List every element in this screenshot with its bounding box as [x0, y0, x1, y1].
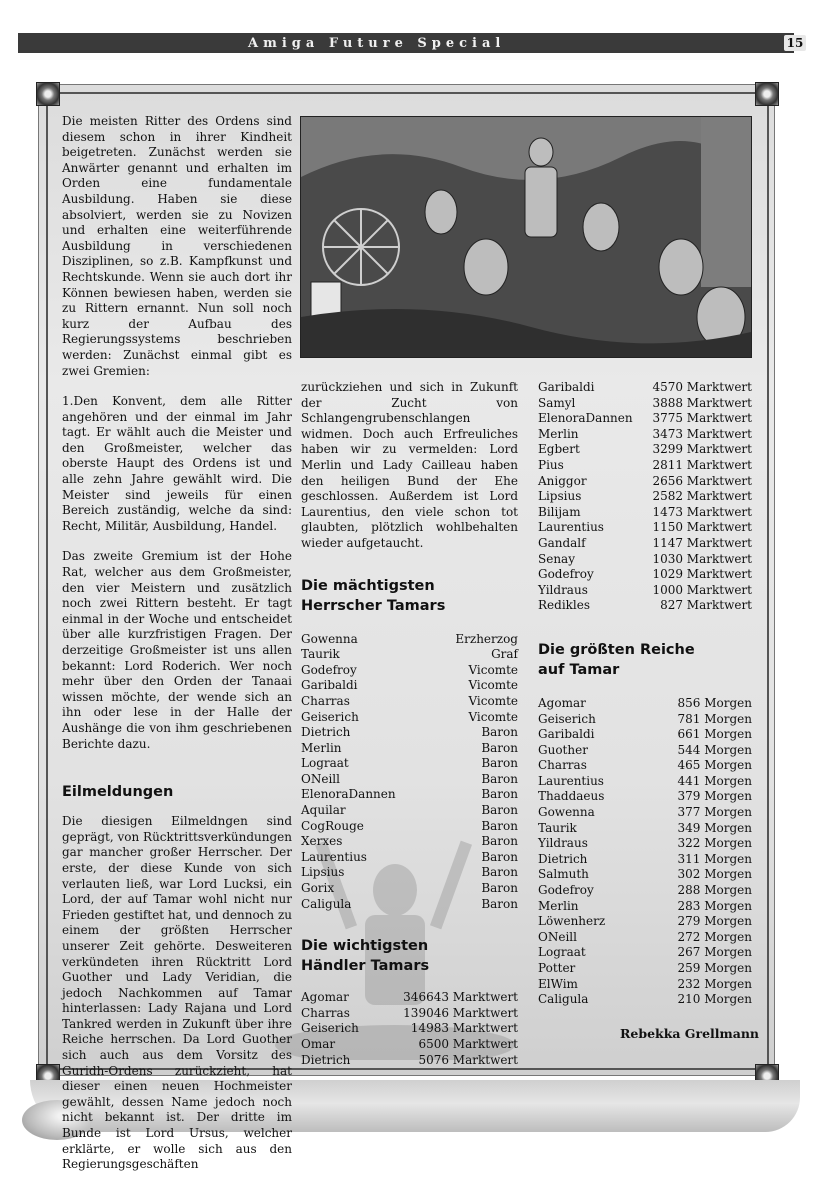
row-name: Merlin [538, 898, 579, 913]
table-row [538, 505, 752, 521]
row-value: Baron [481, 896, 518, 911]
table-row [301, 803, 518, 819]
row-name: Potter [538, 961, 576, 975]
rulers-table [301, 632, 518, 913]
table-row [538, 552, 752, 568]
row-name: Dietrich [301, 725, 351, 740]
table-row [301, 865, 518, 881]
row-value: 232 Morgen [677, 976, 752, 991]
table-row [301, 678, 518, 694]
table-row [538, 396, 752, 412]
row-name: Godefroy [538, 567, 594, 582]
row-name: Gowenna [301, 631, 358, 646]
row-value: Vicomte [468, 693, 518, 708]
row-name: Godefroy [301, 662, 357, 677]
table-row [538, 442, 752, 458]
row-value: 5076 Marktwert [418, 1052, 518, 1067]
author-name: Rebekka Grellmann [620, 1026, 760, 1041]
row-name: Thaddaeus [538, 789, 605, 804]
row-name: Gowenna [538, 805, 595, 820]
row-name: ElenoraDannen [301, 787, 396, 802]
row-name: Laurentius [538, 773, 604, 788]
row-name: Xerxes [301, 834, 343, 849]
row-value: 6500 Marktwert [418, 1037, 518, 1051]
table-row [301, 787, 518, 803]
table-row [538, 945, 752, 961]
page-number: 15 [784, 35, 806, 51]
row-name: Gorix [301, 881, 335, 896]
heading-line: Herrscher Tamars [301, 597, 446, 614]
row-name: Dietrich [301, 1052, 351, 1067]
row-name: Laurentius [301, 849, 367, 864]
table-row [538, 474, 752, 490]
table-row [538, 727, 752, 743]
row-name: Merlin [538, 426, 579, 441]
row-name: ElWim [538, 976, 578, 991]
row-value: Baron [481, 740, 518, 755]
table-row [538, 930, 752, 946]
row-value: Baron [481, 725, 518, 740]
row-value: 856 Morgen [677, 695, 752, 710]
table-row [301, 1021, 518, 1037]
row-name: Geiserich [301, 709, 359, 724]
table-row [538, 774, 752, 790]
row-name: Lipsius [538, 489, 582, 504]
row-name: Garibaldi [538, 380, 595, 394]
body-paragraph: Die meisten Ritter des Ordens sind diesem schon in ihrer Kindheit beigetreten. Zunächst werden sie Anwärter genannt und erhalten im Orden eine fundamentale Ausbildung. Haben sie diese absolviert, werden sie zu Novizen und erhalten eine weiterführende Ausbildung in verschiedenen Disziplinen, so z.B. Kampfkunst und Rechtskunde. Wenn sie auch dort ihr Können bewiesen haben, werden sie zu Rittern ernannt. Nun soll noch kurz der Aufbau des Regierungssystems beschrieben werden: Zunächst einmal gibt es zwei Gremien: [62, 114, 292, 378]
table-row [538, 961, 752, 977]
row-value: 1473 Marktwert [652, 504, 752, 519]
row-name: Agomar [538, 695, 586, 710]
row-value: 2811 Marktwert [652, 457, 752, 472]
row-name: Caligula [301, 896, 352, 911]
row-value: 2582 Marktwert [652, 489, 752, 504]
row-name: Yildraus [538, 836, 588, 851]
table-row [538, 696, 752, 712]
table-row [301, 881, 518, 897]
row-value: 781 Morgen [677, 711, 752, 726]
row-value: 661 Morgen [677, 727, 752, 742]
row-value: 267 Morgen [677, 945, 752, 960]
row-value: 379 Morgen [677, 789, 752, 804]
page-header-bar [18, 33, 804, 53]
row-value: 288 Morgen [677, 883, 752, 898]
table-row [301, 663, 518, 679]
row-value: 1147 Marktwert [652, 535, 752, 550]
battle-illustration [300, 116, 752, 358]
table-row [538, 914, 752, 930]
text-column-middle [301, 380, 518, 1068]
table-row [538, 598, 752, 614]
row-name: Dietrich [538, 851, 588, 866]
table-row [538, 883, 752, 899]
table-row [301, 647, 518, 663]
row-value: 3473 Marktwert [652, 426, 752, 441]
row-name: Geiserich [301, 1021, 359, 1036]
table-row [301, 1037, 518, 1053]
table-row [538, 567, 752, 583]
row-name: Lipsius [301, 865, 345, 880]
row-name: Agomar [301, 990, 349, 1005]
table-row [538, 977, 752, 993]
text-column-right [538, 380, 752, 1008]
row-value: Baron [481, 818, 518, 833]
table-row [301, 990, 518, 1006]
row-value: 210 Morgen [677, 992, 752, 1007]
table-row [301, 694, 518, 710]
row-value: Vicomte [468, 709, 518, 724]
row-value: Baron [481, 849, 518, 864]
table-row [301, 850, 518, 866]
row-name: Geiserich [538, 711, 596, 726]
row-name: Lograat [301, 756, 349, 771]
text-column-left [62, 114, 292, 1173]
table-row [301, 632, 518, 648]
row-value: 272 Morgen [677, 929, 752, 944]
section-heading [301, 936, 518, 976]
table-row [301, 897, 518, 913]
row-name: Godefroy [538, 883, 594, 898]
table-row [538, 743, 752, 759]
row-name: Senay [538, 551, 575, 566]
row-name: Aniggor [538, 473, 587, 488]
row-value: Baron [481, 787, 518, 802]
table-row [301, 772, 518, 788]
row-name: Taurik [301, 647, 340, 662]
row-name: Merlin [301, 740, 342, 755]
row-value: 139046 Marktwert [403, 1005, 518, 1020]
section-heading [301, 576, 518, 616]
row-value: Baron [481, 881, 518, 896]
row-name: Pius [538, 457, 564, 472]
row-value: 283 Morgen [677, 898, 752, 913]
row-value: 4570 Marktwert [652, 380, 752, 394]
body-paragraph: 1.Den Konvent, dem alle Ritter angehören und der einmal im Jahr tagt. Er wählt auch die Meister und den Großmeister, welcher das oberste Haupt des Ordens ist und alle zehn Jahre gewählt wird. Die Meister sind jeweils für einen Bereich zuständig, welche da sind: Recht, Militär, Ausbildung, Handel. [62, 394, 292, 533]
row-value: Vicomte [468, 662, 518, 677]
heading-line: auf Tamar [538, 661, 620, 678]
row-value: 465 Morgen [677, 758, 752, 773]
table-row [301, 1053, 518, 1069]
row-value: 311 Morgen [677, 851, 752, 866]
row-value: Graf [491, 647, 518, 662]
row-name: Charras [301, 1005, 350, 1020]
table-row [538, 489, 752, 505]
table-row [538, 758, 752, 774]
row-value: Baron [481, 803, 518, 818]
table-row [301, 725, 518, 741]
table-row [538, 789, 752, 805]
row-value: Baron [481, 771, 518, 786]
row-value: Baron [481, 834, 518, 849]
row-value: 1000 Marktwert [652, 582, 752, 597]
row-name: CogRouge [301, 818, 364, 833]
table-row [538, 899, 752, 915]
row-name: Redikles [538, 598, 591, 613]
row-value: 14983 Marktwert [410, 1021, 518, 1036]
row-value: 1029 Marktwert [652, 567, 752, 582]
row-value: 346643 Marktwert [403, 990, 518, 1005]
traders-table [538, 380, 752, 614]
table-row [301, 819, 518, 835]
row-name: ONeill [538, 929, 577, 944]
table-row [538, 805, 752, 821]
heading-line: Die mächtigsten [301, 577, 435, 594]
row-value: Vicomte [468, 678, 518, 693]
realms-table [538, 696, 752, 1008]
row-name: Omar [301, 1037, 336, 1051]
row-name: Aquilar [301, 803, 346, 818]
row-name: ONeill [301, 771, 340, 786]
row-name: Löwenherz [538, 914, 606, 929]
row-value: 3775 Marktwert [652, 411, 752, 426]
table-row [538, 867, 752, 883]
row-value: 1150 Marktwert [652, 520, 752, 535]
row-name: Taurik [538, 820, 577, 835]
section-heading: Eilmeldungen [62, 784, 174, 801]
row-value: 349 Morgen [677, 820, 752, 835]
row-value: 322 Morgen [677, 836, 752, 851]
table-row [538, 852, 752, 868]
row-value: Erzherzog [455, 631, 518, 646]
row-name: Caligula [538, 992, 589, 1007]
table-row [538, 411, 752, 427]
row-name: Guother [538, 742, 588, 757]
row-value: 441 Morgen [677, 773, 752, 788]
row-value: Baron [481, 756, 518, 771]
traders-table [301, 990, 518, 1068]
row-value: 1030 Marktwert [652, 551, 752, 566]
table-row [301, 710, 518, 726]
corner-ornament-icon [755, 82, 779, 106]
row-value: 3888 Marktwert [652, 395, 752, 410]
row-name: Lograat [538, 945, 586, 960]
table-row [538, 992, 752, 1008]
body-paragraph: Das zweite Gremium ist der Hohe Rat, welcher aus dem Großmeister, den vier Meistern und zusätzlich noch zwei Rittern besteht. Er tagt einmal in der Woche und entscheidet über alle kurzfristigen Fragen. Der derzeitige Großmeister ist uns allen bekannt: Lord Roderich. Wer noch mehr über den Orden der Tanaai wissen möchte, der wende sich an ihn oder lese in der Halle der Aushänge die von ihm geschriebenen Berichte dazu. [62, 549, 292, 751]
row-name: Samyl [538, 395, 576, 410]
row-value: 279 Morgen [677, 914, 752, 929]
row-name: Charras [301, 693, 350, 708]
table-row [301, 1006, 518, 1022]
section-heading [538, 640, 752, 680]
row-value: 827 Marktwert [660, 598, 752, 613]
row-value: 377 Morgen [677, 805, 752, 820]
heading-line: Die wichtigsten [301, 938, 429, 955]
row-name: Yildraus [538, 582, 588, 597]
table-row [301, 834, 518, 850]
row-name: ElenoraDannen [538, 411, 633, 426]
row-name: Egbert [538, 442, 580, 457]
table-row [538, 836, 752, 852]
row-value: 2656 Marktwert [652, 473, 752, 488]
table-row [538, 427, 752, 443]
row-name: Gandalf [538, 535, 586, 550]
body-paragraph: zurückziehen und sich in Zukunft der Zucht von Schlangengrubenschlangen widmen. Doch auch Erfreuliches haben wir zu vermelden: Lord Merlin und Lady Cailleau haben den heiligen Bund der Ehe geschlossen. Außerdem ist Lord Laurentius, den viele schon tot glaubten, plötzlich wohlbehalten wieder aufgetaucht. [301, 380, 518, 550]
row-name: Garibaldi [301, 678, 358, 693]
row-name: Garibaldi [538, 727, 595, 742]
table-row [538, 821, 752, 837]
row-name: Bilijam [538, 504, 581, 519]
table-row [538, 520, 752, 536]
body-paragraph: Die diesigen Eilmeldngen sind geprägt, von Rücktrittsverkündungen gar mancher großer Herrscher. Der erste, der diese Kunde von sich verlauten ließ, war Lord Lucksi, ein Lord, der auf Tamar wohl nicht nur Frieden gestiftet hat, und dennoch zu einem der größten Herrscher unserer Zeit gehörte. Desweiteren verkündeten ihren Rücktritt Lord Guother und Lady Veridian, die jedoch Nachkommen auf Tamar hinterlassen: Lady Rajana und Lord Tankred werden in Zukunft über ihre Reiche herrschen. Da Lord Guother sich auch aus dem Vorsitz des Guridh-Ordens zurückzieht, hat dieser einen neuen Hochmeister gewählt, dessen Name jedoch noch nicht bekannt ist. Der dritte im Bunde ist Lord Ursus, welcher erklärte, er wolle sich aus den Regierungsgeschäften [62, 814, 292, 1172]
table-row [538, 380, 752, 396]
row-value: 544 Morgen [677, 742, 752, 757]
table-row [538, 536, 752, 552]
heading-line: Die größten Reiche [538, 641, 695, 658]
row-name: Salmuth [538, 867, 589, 882]
row-value: 302 Morgen [677, 867, 752, 882]
magazine-title: Amiga Future Special [248, 36, 506, 51]
table-row [301, 741, 518, 757]
table-row [301, 756, 518, 772]
row-value: Baron [481, 865, 518, 880]
heading-line: Händler Tamars [301, 958, 430, 975]
row-value: 3299 Marktwert [652, 442, 752, 457]
table-row [538, 458, 752, 474]
row-value: 259 Morgen [677, 961, 752, 975]
row-name: Laurentius [538, 520, 604, 535]
corner-ornament-icon [36, 82, 60, 106]
row-name: Charras [538, 758, 587, 773]
table-row [538, 583, 752, 599]
table-row [538, 712, 752, 728]
